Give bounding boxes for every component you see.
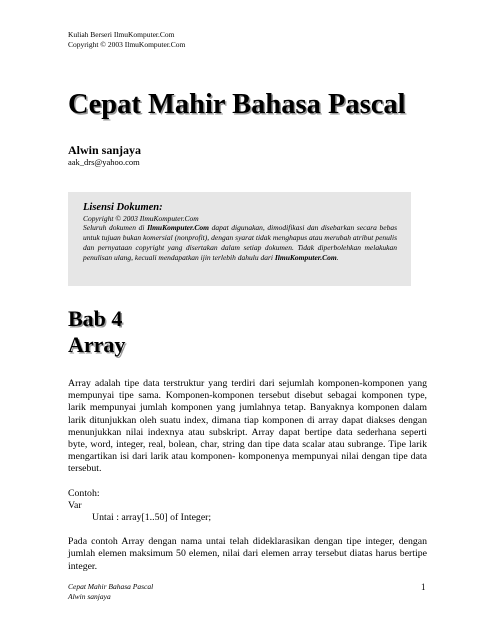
header-series-line: Kuliah Berseri IlmuKomputer.Com <box>68 30 175 39</box>
code-declaration-line: Untai : array[1..50] of Integer; <box>92 512 212 524</box>
license-site-link-1: IlmuKomputer.Com <box>147 223 209 233</box>
header-copyright-line: Copyright © 2003 IlmuKomputer.Com <box>68 39 186 49</box>
chapter-title: Array <box>68 332 126 357</box>
page-header <box>68 30 185 49</box>
license-box <box>68 192 411 286</box>
paragraph-spacer <box>68 476 427 488</box>
chapter-number: Bab 4 <box>68 306 123 331</box>
document-title: Cepat Mahir Bahasa Pascal <box>68 89 406 120</box>
chapter-body <box>68 378 427 573</box>
explanation-paragraph: Pada contoh Array dengan nama untai telah dideklarasikan dengan tipe integer, dengan jumlah elemen maksimum 50 elemen, nilai dari elemen array tersebut diatas harus bertipe integer. <box>68 536 427 572</box>
license-text <box>83 223 397 262</box>
license-text-part-1: Seluruh dokumen di <box>83 223 148 233</box>
chapter-heading <box>68 306 125 358</box>
author-name: Alwin sanjaya <box>68 143 142 157</box>
paragraph-spacer <box>68 524 427 536</box>
page-footer <box>68 582 153 601</box>
footer-title: Cepat Mahir Bahasa Pascal <box>68 582 154 591</box>
code-var-line: Var <box>68 499 82 511</box>
example-label: Contoh: <box>68 487 100 499</box>
author-email: aak_drs@yahoo.com <box>68 157 140 167</box>
footer-author: Alwin sanjaya <box>68 591 111 601</box>
page-number: 1 <box>421 582 426 592</box>
license-text-part-3: . <box>336 252 339 262</box>
license-site-link-2: IlmuKomputer.Com <box>274 252 337 262</box>
license-title: Lisensi Dokumen: <box>83 202 163 213</box>
license-copyright: Copyright © 2003 IlmuKomputer.Com <box>83 214 199 223</box>
license-text-part-2: dapat digunakan, dimodifikasi dan disebarkan secara bebas untuk tujuan bukan komersial (nonprofit), dengan syarat tidak menghapus atau merubah atribut penulis dan pernyataan copyright yang disertakan dalam setiap dokumen. Tidak diperbolehkan melakukan penulisan ulang, kecuali mendapatkan ijin terlebih dahulu dari <box>83 223 397 262</box>
intro-paragraph: Array adalah tipe data terstruktur yang terdiri dari sejumlah komponen-komponen yang mempunyai tipe sama. Komponen-komponen tersebut disebut sebagai komponen type, larik mempunyai jumlah komponen yang jumlahnya tetap. Banyaknya komponen dalam larik ditunjukkan oleh suatu index, dimana tiap komponen di array dapat diakses dengan menunjukkan nilai indexnya atau subskript. Array dapat bertipe data sederhana seperti byte, word, integer, real, bolean, char, string dan tipe data scalar atau subrange. Tipe larik mengartikan isi dari larik atau komponen- komponenya mempunyai nilai dengan tipe data tersebut. <box>68 378 427 475</box>
